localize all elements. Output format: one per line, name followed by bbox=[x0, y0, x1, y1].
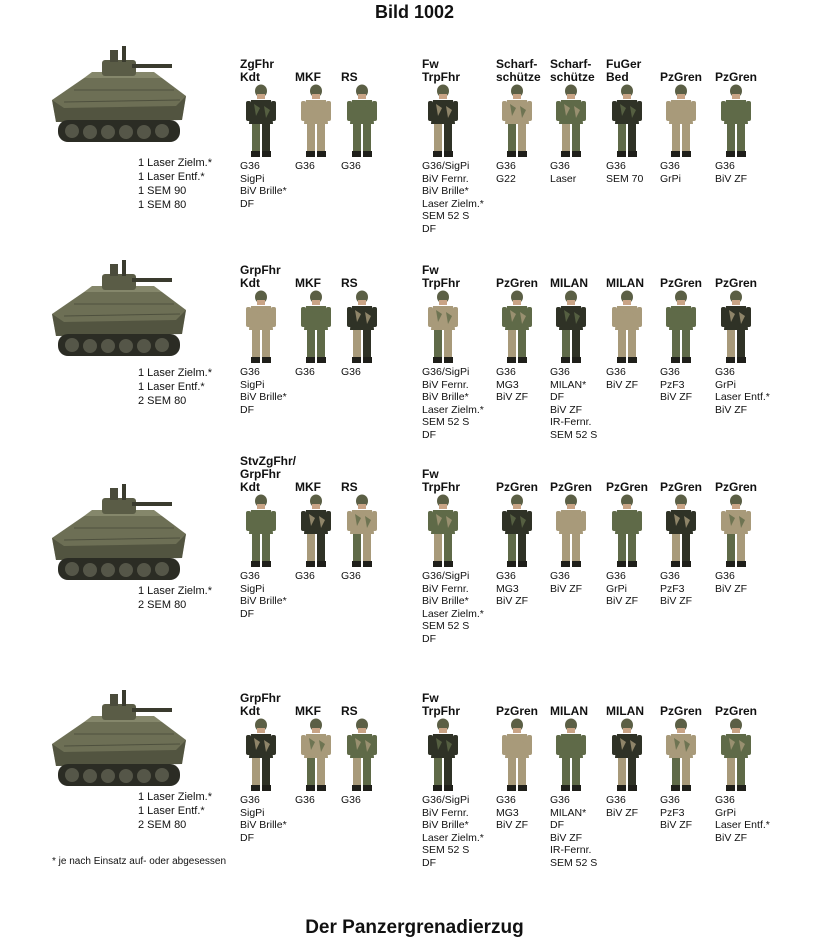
soldier-equipment-item: MG3 bbox=[496, 582, 519, 595]
soldier-role-line: GrpFhr bbox=[240, 691, 281, 705]
soldier-equipment-item: Laser Entf.* bbox=[715, 391, 770, 403]
soldier-equipment-item: BiV Brille* bbox=[240, 595, 287, 607]
soldier-equipment-list bbox=[715, 570, 773, 595]
soldier-card bbox=[606, 452, 664, 608]
soldier-equipment-item: SigPi bbox=[240, 378, 265, 391]
soldier-figure-icon bbox=[660, 494, 718, 568]
soldier-figure-icon bbox=[422, 494, 480, 568]
soldier-card bbox=[341, 452, 399, 583]
soldier-figure-icon bbox=[550, 84, 608, 158]
soldier-role-line: RS bbox=[341, 480, 358, 494]
soldier-role-line: Fw bbox=[422, 691, 439, 705]
soldier-figure-icon bbox=[240, 84, 298, 158]
soldier-equipment-item: GrPi bbox=[715, 378, 736, 391]
soldier-figure-icon bbox=[341, 290, 399, 364]
soldier-role-line: PzGren bbox=[660, 704, 703, 718]
soldier-figure-icon bbox=[496, 84, 554, 158]
soldier-equipment-item: SEM 52 S bbox=[422, 416, 470, 428]
soldier-equipment-item: G36 bbox=[295, 160, 315, 172]
soldier-role bbox=[715, 277, 785, 290]
soldier-equipment-item: DF bbox=[550, 391, 564, 403]
soldier-equipment-list bbox=[660, 794, 718, 832]
soldier-figure-icon bbox=[550, 290, 608, 364]
soldier-role-line: Fw bbox=[422, 263, 439, 277]
soldier-equipment-item: G36 bbox=[240, 366, 260, 378]
soldier-role-line: PzGren bbox=[660, 276, 703, 290]
soldier-figure-icon bbox=[496, 290, 554, 364]
soldier-equipment-list bbox=[550, 570, 608, 595]
soldier-equipment-list bbox=[715, 366, 773, 416]
soldier-equipment-item: G36/SigPi bbox=[422, 366, 470, 378]
soldier-card bbox=[240, 676, 298, 844]
soldier-card bbox=[606, 248, 664, 391]
soldier-card bbox=[341, 248, 399, 379]
soldier-role-line: Bed bbox=[606, 70, 629, 84]
soldier-role-line: MILAN bbox=[550, 276, 588, 290]
soldier-equipment-item: G36 bbox=[606, 794, 626, 806]
soldier-figure-icon bbox=[240, 718, 298, 792]
soldier-figure-icon bbox=[550, 718, 608, 792]
soldier-role-line: PzGren bbox=[550, 480, 593, 494]
soldier-equipment-item: G36/SigPi bbox=[422, 160, 470, 172]
soldier-role-line: RS bbox=[341, 276, 358, 290]
soldier-role-line: TrpFhr bbox=[422, 480, 460, 494]
soldier-figure-icon bbox=[606, 84, 664, 158]
soldier-equipment-list bbox=[240, 366, 298, 416]
soldier-role-line: PzGren bbox=[606, 480, 649, 494]
soldier-role-line: StvZgFhr/ bbox=[240, 454, 296, 468]
soldier-equipment-list bbox=[240, 794, 298, 844]
marder-ifv-icon bbox=[44, 686, 194, 796]
soldier-card bbox=[606, 676, 664, 819]
soldier-equipment-item: GrPi bbox=[606, 582, 627, 595]
soldier-equipment-list bbox=[341, 160, 399, 173]
soldier-equipment-item: G36/SigPi bbox=[422, 570, 470, 582]
soldier-equipment-item: MG3 bbox=[496, 806, 519, 819]
soldier-equipment-item: G36 bbox=[496, 160, 516, 172]
vehicle-equipment-item: 1 Laser Zielm.* bbox=[138, 791, 212, 803]
soldier-role bbox=[715, 705, 785, 718]
soldier-figure-icon bbox=[496, 494, 554, 568]
soldier-role-line: PzGren bbox=[715, 276, 758, 290]
soldier-role-line: Kdt bbox=[240, 70, 260, 84]
soldier-equipment-item: G36 bbox=[606, 160, 626, 172]
soldier-equipment-item: BiV ZF bbox=[496, 819, 529, 831]
soldier-card bbox=[240, 42, 298, 210]
soldier-role-line: Kdt bbox=[240, 276, 260, 290]
soldier-equipment-item: MILAN* bbox=[550, 378, 587, 391]
soldier-equipment-item: G36 bbox=[240, 794, 260, 806]
footnote: * je nach Einsatz auf- oder abgesessen bbox=[52, 856, 226, 867]
soldier-equipment-item: BiV ZF bbox=[660, 595, 693, 607]
soldier-equipment-item: BiV ZF bbox=[715, 582, 748, 595]
soldier-equipment-item: Laser Zielm.* bbox=[422, 607, 484, 620]
soldier-equipment-item: SEM 52 S bbox=[550, 428, 598, 441]
vehicle-equipment-item: 2 SEM 80 bbox=[138, 395, 187, 407]
soldier-card bbox=[660, 42, 718, 185]
soldier-card bbox=[496, 248, 554, 404]
soldier-role-line: TrpFhr bbox=[422, 704, 460, 718]
soldier-role-line: schütze bbox=[550, 70, 595, 84]
soldier-role-line: MKF bbox=[295, 70, 321, 84]
soldier-role bbox=[341, 481, 411, 494]
vehicle-equipment-item: 2 SEM 80 bbox=[138, 599, 187, 611]
soldier-equipment-list bbox=[660, 160, 718, 185]
soldier-equipment-list bbox=[422, 366, 484, 441]
soldier-equipment-item: G36 bbox=[550, 794, 570, 806]
soldier-role-line: Fw bbox=[422, 467, 439, 481]
soldier-equipment-item: G36 bbox=[550, 570, 570, 582]
soldier-equipment-item: IR-Fernr. bbox=[550, 416, 592, 428]
vehicle-equipment-item: 2 SEM 80 bbox=[138, 819, 187, 831]
soldier-equipment-item: Laser Zielm.* bbox=[422, 403, 484, 416]
soldier-equipment-item: BiV ZF bbox=[550, 403, 583, 416]
soldier-equipment-item: DF bbox=[550, 819, 564, 831]
soldier-card bbox=[496, 676, 554, 832]
soldier-equipment-item: BiV Brille* bbox=[422, 595, 469, 607]
soldier-role-line: Scharf- bbox=[496, 57, 538, 71]
soldier-equipment-item: BiV ZF bbox=[606, 378, 639, 391]
soldier-equipment-item: DF bbox=[240, 607, 254, 620]
soldier-equipment-item: BiV Brille* bbox=[240, 819, 287, 831]
soldier-equipment-item: BiV ZF bbox=[550, 582, 583, 595]
soldier-equipment-item: G36 bbox=[715, 160, 735, 172]
soldier-card bbox=[660, 248, 718, 404]
soldier-equipment-item: BiV ZF bbox=[715, 831, 748, 844]
soldier-figure-icon bbox=[550, 494, 608, 568]
soldier-role bbox=[422, 468, 492, 494]
soldier-equipment-item: MG3 bbox=[496, 378, 519, 391]
soldier-figure-icon bbox=[715, 718, 773, 792]
soldier-equipment-item: BiV Brille* bbox=[240, 185, 287, 197]
soldier-equipment-list bbox=[496, 366, 554, 404]
page-title: Bild 1002 bbox=[374, 2, 455, 22]
soldier-equipment-item: DF bbox=[422, 222, 436, 235]
marder-ifv-icon bbox=[44, 256, 194, 366]
soldier-role-line: MKF bbox=[295, 480, 321, 494]
soldier-equipment-item: BiV Brille* bbox=[422, 185, 469, 197]
soldier-equipment-item: SigPi bbox=[240, 806, 265, 819]
soldier-equipment-item: DF bbox=[240, 403, 254, 416]
soldier-role-line: Kdt bbox=[240, 704, 260, 718]
soldier-equipment-item: G36 bbox=[295, 366, 315, 378]
soldier-equipment-item: G36 bbox=[240, 570, 260, 582]
soldier-card bbox=[550, 42, 608, 185]
vehicle-equipment-item: 1 Laser Zielm.* bbox=[138, 585, 212, 597]
soldier-card bbox=[496, 452, 554, 608]
soldier-equipment-item: G36 bbox=[550, 366, 570, 378]
soldier-card bbox=[422, 248, 484, 441]
soldier-equipment-item: G36 bbox=[606, 366, 626, 378]
soldier-equipment-item: G36 bbox=[341, 366, 361, 378]
vehicle-equipment-item: 1 Laser Entf.* bbox=[138, 805, 205, 817]
soldier-equipment-item: BiV Fernr. bbox=[422, 172, 469, 185]
soldier-equipment-list bbox=[606, 570, 664, 608]
document-caption: Der Panzergrenadierzug bbox=[305, 917, 524, 938]
soldier-equipment-item: IR-Fernr. bbox=[550, 844, 592, 856]
soldier-figure-icon bbox=[660, 84, 718, 158]
soldier-equipment-item: BiV Fernr. bbox=[422, 582, 469, 595]
soldier-role bbox=[422, 264, 492, 290]
soldier-role-line: MKF bbox=[295, 276, 321, 290]
soldier-equipment-item: Laser Zielm.* bbox=[422, 197, 484, 210]
soldier-equipment-list bbox=[422, 794, 484, 869]
soldier-figure-icon bbox=[660, 290, 718, 364]
soldier-equipment-item: MILAN* bbox=[550, 806, 587, 819]
soldier-role bbox=[422, 692, 492, 718]
soldier-role-line: PzGren bbox=[715, 70, 758, 84]
soldier-equipment-list bbox=[240, 570, 298, 620]
vehicle-equipment-list bbox=[138, 366, 212, 408]
soldier-equipment-list bbox=[240, 160, 298, 210]
soldier-card bbox=[341, 676, 399, 807]
soldier-figure-icon bbox=[606, 494, 664, 568]
soldier-card bbox=[422, 676, 484, 869]
soldier-card bbox=[341, 42, 399, 173]
soldier-figure-icon bbox=[341, 494, 399, 568]
soldier-equipment-list bbox=[496, 794, 554, 832]
soldier-role-line: FuGer bbox=[606, 57, 642, 71]
soldier-figure-icon bbox=[606, 718, 664, 792]
soldier-equipment-item: BiV Fernr. bbox=[422, 378, 469, 391]
soldier-equipment-item: BiV ZF bbox=[715, 403, 748, 416]
soldier-equipment-item: G36 bbox=[341, 160, 361, 172]
soldier-equipment-list bbox=[606, 160, 664, 185]
soldier-equipment-list bbox=[341, 366, 399, 379]
soldier-equipment-item: BiV Brille* bbox=[240, 391, 287, 403]
soldier-equipment-item: BiV ZF bbox=[496, 595, 529, 607]
soldier-role bbox=[715, 481, 785, 494]
soldier-equipment-item: BiV Brille* bbox=[422, 819, 469, 831]
soldier-equipment-item: BiV Fernr. bbox=[422, 806, 469, 819]
soldier-equipment-item: G36 bbox=[660, 366, 680, 378]
soldier-equipment-item: SEM 52 S bbox=[422, 620, 470, 632]
soldier-equipment-item: G36 bbox=[660, 160, 680, 172]
soldier-equipment-list bbox=[715, 794, 773, 844]
soldier-card bbox=[240, 248, 298, 416]
soldier-role-line: PzGren bbox=[660, 70, 703, 84]
soldier-equipment-item: GrPi bbox=[715, 806, 736, 819]
soldier-equipment-item: BiV ZF bbox=[550, 831, 583, 844]
soldier-equipment-list bbox=[550, 794, 608, 869]
soldier-role-line: TrpFhr bbox=[422, 276, 460, 290]
soldier-role bbox=[422, 58, 492, 84]
soldier-card bbox=[496, 42, 554, 185]
soldier-role-line: schütze bbox=[496, 70, 541, 84]
soldier-equipment-list bbox=[550, 160, 608, 185]
soldier-equipment-list bbox=[606, 794, 664, 819]
soldier-equipment-item: PzF3 bbox=[660, 378, 685, 391]
soldier-figure-icon bbox=[422, 290, 480, 364]
soldier-equipment-item: DF bbox=[422, 856, 436, 869]
soldier-equipment-item: G36 bbox=[496, 794, 516, 806]
soldier-equipment-item: BiV ZF bbox=[606, 595, 639, 607]
vehicle-equipment-item: 1 Laser Entf.* bbox=[138, 381, 205, 393]
soldier-role-line: MILAN bbox=[550, 704, 588, 718]
soldier-role-line: GrpFhr bbox=[240, 263, 281, 277]
soldier-equipment-item: G36 bbox=[295, 570, 315, 582]
soldier-equipment-item: Laser Entf.* bbox=[715, 819, 770, 831]
soldier-role-line: Fw bbox=[422, 57, 439, 71]
soldier-role bbox=[715, 71, 785, 84]
soldier-equipment-item: Laser bbox=[550, 172, 577, 185]
soldier-card bbox=[422, 452, 484, 645]
soldier-card bbox=[715, 248, 773, 416]
vehicle-equipment-item: 1 SEM 80 bbox=[138, 199, 187, 211]
soldier-role-line: Scharf- bbox=[550, 57, 592, 71]
soldier-equipment-item: BiV Brille* bbox=[422, 391, 469, 403]
soldier-equipment-list bbox=[660, 570, 718, 608]
soldier-equipment-item: SEM 52 S bbox=[422, 844, 470, 856]
soldier-role-line: RS bbox=[341, 704, 358, 718]
vehicle-equipment-item: 1 Laser Zielm.* bbox=[138, 367, 212, 379]
soldier-card bbox=[240, 452, 298, 620]
soldier-role bbox=[341, 277, 411, 290]
soldier-equipment-item: G36 bbox=[715, 794, 735, 806]
soldier-figure-icon bbox=[715, 84, 773, 158]
soldier-role-line: PzGren bbox=[715, 704, 758, 718]
soldier-equipment-item: G22 bbox=[496, 172, 516, 185]
vehicle-equipment-item: 1 Laser Entf.* bbox=[138, 171, 205, 183]
soldier-role-line: Kdt bbox=[240, 480, 260, 494]
soldier-card bbox=[715, 42, 773, 185]
soldier-equipment-item: G36 bbox=[341, 794, 361, 806]
soldier-card bbox=[550, 452, 608, 595]
soldier-role bbox=[341, 705, 411, 718]
soldier-role-line: PzGren bbox=[496, 704, 539, 718]
soldier-card bbox=[550, 676, 608, 869]
soldier-figure-icon bbox=[240, 494, 298, 568]
soldier-equipment-item: DF bbox=[240, 197, 254, 210]
vehicle-equipment-item: 1 Laser Zielm.* bbox=[138, 157, 212, 169]
soldier-equipment-list bbox=[606, 366, 664, 391]
soldier-role-line: RS bbox=[341, 70, 358, 84]
soldier-equipment-item: BiV ZF bbox=[660, 819, 693, 831]
soldier-role-line: PzGren bbox=[496, 276, 539, 290]
soldier-equipment-item: BiV ZF bbox=[660, 391, 693, 403]
soldier-role bbox=[341, 71, 411, 84]
soldier-equipment-list bbox=[496, 160, 554, 185]
soldier-figure-icon bbox=[496, 718, 554, 792]
soldier-equipment-item: SEM 70 bbox=[606, 172, 644, 185]
soldier-figure-icon bbox=[341, 84, 399, 158]
soldier-card bbox=[550, 248, 608, 441]
soldier-equipment-list bbox=[550, 366, 608, 441]
soldier-equipment-item: G36/SigPi bbox=[422, 794, 470, 806]
soldier-equipment-item: G36 bbox=[341, 570, 361, 582]
soldier-equipment-item: G36 bbox=[660, 794, 680, 806]
soldier-figure-icon bbox=[715, 290, 773, 364]
soldier-figure-icon bbox=[660, 718, 718, 792]
soldier-figure-icon bbox=[341, 718, 399, 792]
soldier-figure-icon bbox=[422, 718, 480, 792]
soldier-equipment-item: PzF3 bbox=[660, 806, 685, 819]
soldier-equipment-item: PzF3 bbox=[660, 582, 685, 595]
soldier-equipment-item: BiV ZF bbox=[496, 391, 529, 403]
soldier-role-line: GrpFhr bbox=[240, 467, 281, 481]
soldier-equipment-list bbox=[660, 366, 718, 404]
vehicle-equipment-list bbox=[138, 584, 212, 612]
soldier-equipment-item: SigPi bbox=[240, 582, 265, 595]
soldier-equipment-item: G36 bbox=[715, 366, 735, 378]
vehicle-equipment-item: 1 SEM 90 bbox=[138, 185, 187, 197]
soldier-equipment-item: BiV ZF bbox=[715, 172, 748, 185]
soldier-role-line: ZgFhr bbox=[240, 57, 274, 71]
soldier-equipment-item: SigPi bbox=[240, 172, 265, 185]
soldier-figure-icon bbox=[715, 494, 773, 568]
soldier-equipment-item: DF bbox=[422, 632, 436, 645]
marder-ifv-icon bbox=[44, 480, 194, 590]
soldier-equipment-item: GrPi bbox=[660, 172, 681, 185]
soldier-card bbox=[422, 42, 484, 235]
soldier-card bbox=[660, 676, 718, 832]
soldier-role-line: MKF bbox=[295, 704, 321, 718]
soldier-role-line: PzGren bbox=[496, 480, 539, 494]
soldier-role-line: TrpFhr bbox=[422, 70, 460, 84]
soldier-equipment-list bbox=[341, 570, 399, 583]
soldier-role-line: PzGren bbox=[660, 480, 703, 494]
soldier-equipment-item: DF bbox=[240, 831, 254, 844]
soldier-equipment-item: SEM 52 S bbox=[550, 856, 598, 869]
soldier-equipment-item: G36 bbox=[660, 570, 680, 582]
soldier-equipment-item: G36 bbox=[240, 160, 260, 172]
soldier-role-line: MILAN bbox=[606, 276, 644, 290]
soldier-role-line: MILAN bbox=[606, 704, 644, 718]
soldier-equipment-item: G36 bbox=[496, 570, 516, 582]
soldier-equipment-item: G36 bbox=[606, 570, 626, 582]
soldier-equipment-list bbox=[496, 570, 554, 608]
soldier-equipment-item: SEM 52 S bbox=[422, 210, 470, 222]
soldier-figure-icon bbox=[422, 84, 480, 158]
soldier-equipment-list bbox=[422, 570, 484, 645]
soldier-equipment-item: G36 bbox=[715, 570, 735, 582]
soldier-equipment-item: DF bbox=[422, 428, 436, 441]
soldier-equipment-list bbox=[715, 160, 773, 185]
soldier-figure-icon bbox=[240, 290, 298, 364]
soldier-equipment-list bbox=[422, 160, 484, 235]
soldier-card bbox=[715, 452, 773, 595]
vehicle-equipment-list bbox=[138, 790, 212, 832]
soldier-figure-icon bbox=[606, 290, 664, 364]
vehicle-equipment-list bbox=[138, 156, 212, 212]
soldier-card bbox=[660, 452, 718, 608]
marder-ifv-icon bbox=[44, 42, 194, 152]
soldier-equipment-item: G36 bbox=[295, 794, 315, 806]
soldier-card bbox=[606, 42, 664, 185]
soldier-role-line: PzGren bbox=[715, 480, 758, 494]
soldier-equipment-item: BiV ZF bbox=[606, 806, 639, 819]
soldier-equipment-list bbox=[341, 794, 399, 807]
soldier-equipment-item: Laser Zielm.* bbox=[422, 831, 484, 844]
soldier-equipment-item: G36 bbox=[550, 160, 570, 172]
soldier-card bbox=[715, 676, 773, 844]
soldier-equipment-item: G36 bbox=[496, 366, 516, 378]
